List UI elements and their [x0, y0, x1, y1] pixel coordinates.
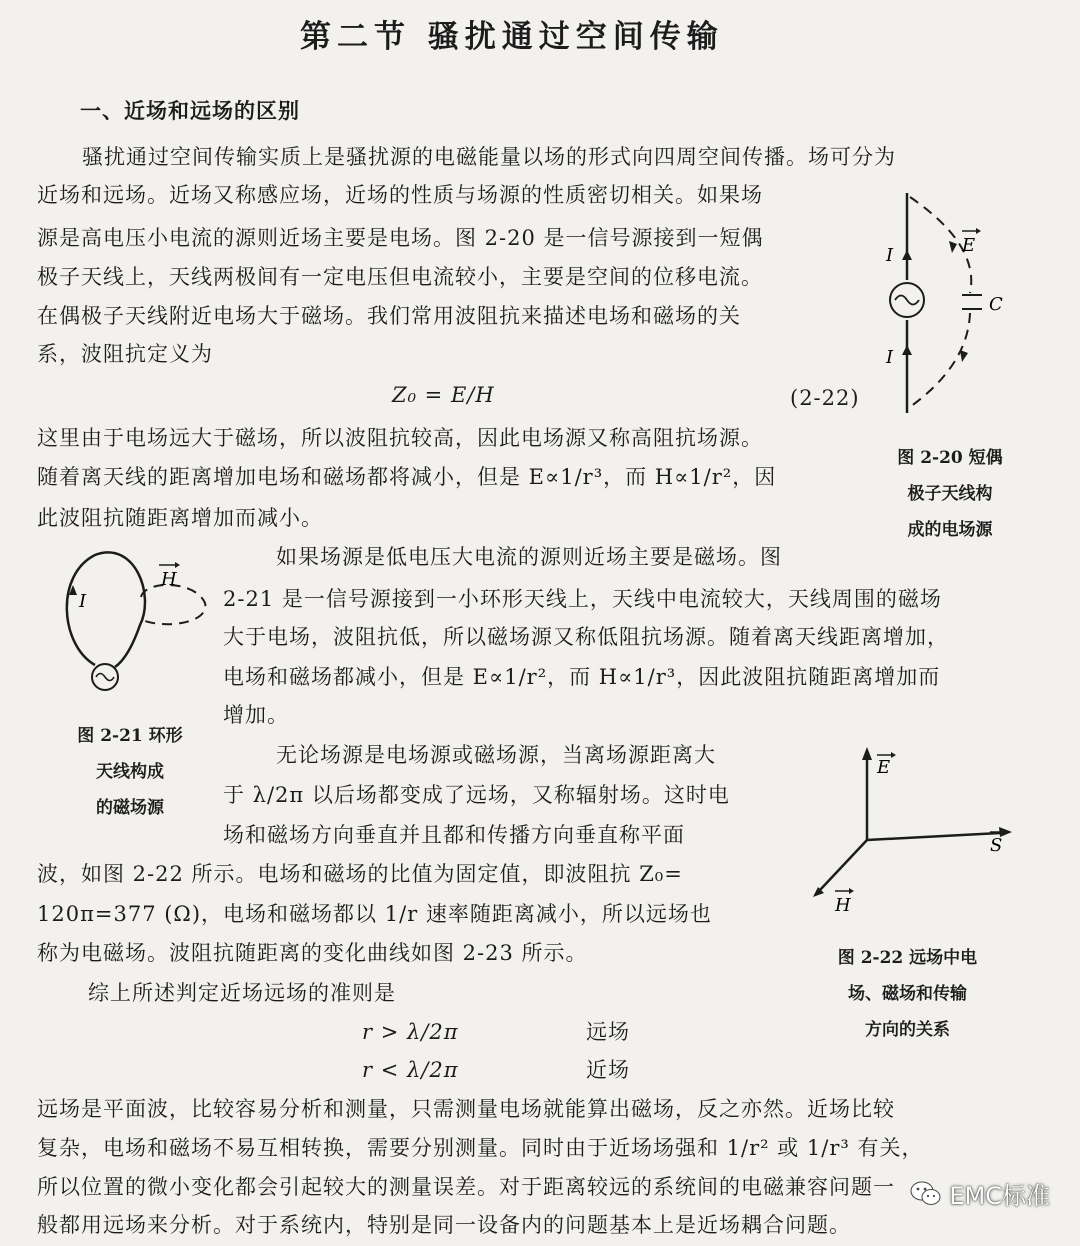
para1-line: 骚扰通过空间传输实质上是骚扰源的电磁能量以场的形式向四周空间传播。场可分为 [82, 145, 896, 169]
para3-line: 增加。 [223, 703, 289, 727]
para5: 综上所述判定近场远场的准则是 [88, 981, 396, 1005]
para1-line: 系，波阻抗定义为 [37, 342, 213, 366]
para1-line: 在偶极子天线附近电场大于磁场。我们常用波阻抗来描述电场和磁场的关 [37, 304, 741, 328]
fig-2-20-label-i1: I [886, 245, 894, 266]
fig-2-20-label-i2: I [886, 347, 894, 368]
page-title: 第二节 骚扰通过空间传输 [300, 19, 724, 55]
para3-line: 大于电场，波阻抗低，所以磁场源又称低阻抗场源。随着离天线距离增加， [223, 625, 949, 649]
figure-2-21 [55, 545, 215, 695]
fig-2-21-label-h: H [161, 569, 177, 590]
criteria-label: 远场 [586, 1020, 630, 1044]
fig-2-21-label-i: I [79, 591, 87, 612]
para1-line: 极子天线上，天线两极间有一定电压但电流较小，主要是空间的位移电流。 [37, 265, 763, 289]
para3-line: 2-21 是一信号源接到一小环形天线上，天线中电流较大，天线周围的磁场 [223, 587, 942, 611]
para4-line: 称为电磁场。波阻抗随距离的变化曲线如图 2-23 所示。 [37, 941, 588, 965]
fig-2-20-caption: 图 2-20 短偶 极子天线构 成的电场源 [897, 448, 1003, 540]
para6-line: 般都用远场来分析。对于系统内，特别是同一设备内的问题基本上是近场耦合问题。 [37, 1213, 851, 1237]
figure-2-20 [870, 185, 1020, 420]
para4-line: 于 λ/2π 以后场都变成了远场，又称辐射场。这时电 [223, 783, 730, 807]
fig-2-22-label-h: H [835, 895, 851, 916]
para6-line: 远场是平面波，比较容易分析和测量，只需测量电场就能算出磁场，反之亦然。近场比较 [37, 1097, 895, 1121]
equation-number: (2-22) [790, 386, 860, 410]
criteria-condition: r > λ/2π [362, 1020, 459, 1044]
para1-line: 源是高电压小电流的源则近场主要是电场。图 2-20 是一信号源接到一短偶 [37, 226, 764, 250]
para1-line: 近场和远场。近场又称感应场，近场的性质与场源的性质密切相关。如果场 [37, 183, 763, 207]
fig-2-21-caption: 图 2-21 环形 天线构成 的磁场源 [77, 726, 183, 818]
criteria-label: 近场 [586, 1058, 630, 1082]
para6-line: 复杂，电场和磁场不易互相转换，需要分别测量。同时由于近场场强和 1/r² 或 1/r³ 有关， [37, 1136, 924, 1160]
equation-2-22: Z₀ = E/H [392, 383, 495, 407]
criteria-condition: r < λ/2π [362, 1058, 459, 1082]
para4-line: 无论场源是电场源或磁场源，当离场源距离大 [276, 743, 716, 767]
para3-line: 如果场源是低电压大电流的源则近场主要是磁场。图 [276, 545, 782, 569]
para2-line: 此波阻抗随距离增加而减小。 [37, 506, 323, 530]
para6-line: 所以位置的微小变化都会引起较大的测量误差。对于距离较远的系统间的电磁兼容问题一 [37, 1175, 895, 1199]
para3-line: 电场和磁场都减小，但是 E∝1/r²，而 H∝1/r³，因此波阻抗随距离增加而 [223, 665, 941, 689]
para4-line: 场和磁场方向垂直并且都和传播方向垂直称平面 [223, 823, 685, 847]
fig-2-22-caption: 图 2-22 远场中电 场、磁场和传输 方向的关系 [837, 948, 978, 1040]
figure-2-22 [805, 745, 1020, 920]
watermark-text: EMC标准 [949, 1182, 1050, 1210]
wechat-icon [909, 1177, 943, 1211]
fig-2-22-label-e: E [877, 757, 891, 778]
section-heading: 一、近场和远场的区别 [80, 98, 300, 123]
para4-line: 波，如图 2-22 所示。电场和磁场的比值为固定值，即波阻抗 Z₀= [37, 862, 683, 886]
para4-line: 120π=377 (Ω)，电场和磁场都以 1/r 速率随距离减小，所以远场也 [37, 902, 712, 926]
watermark [909, 1176, 1050, 1211]
para2-line: 随着离天线的距离增加电场和磁场都将减小，但是 E∝1/r³，而 H∝1/r²，因 [37, 465, 777, 489]
para2-line: 这里由于电场远大于磁场，所以波阻抗较高，因此电场源又称高阻抗场源。 [37, 426, 763, 450]
fig-2-20-label-c: C [989, 294, 1003, 315]
fig-2-22-label-s: S [990, 835, 1003, 856]
fig-2-20-label-e: E [962, 235, 976, 256]
